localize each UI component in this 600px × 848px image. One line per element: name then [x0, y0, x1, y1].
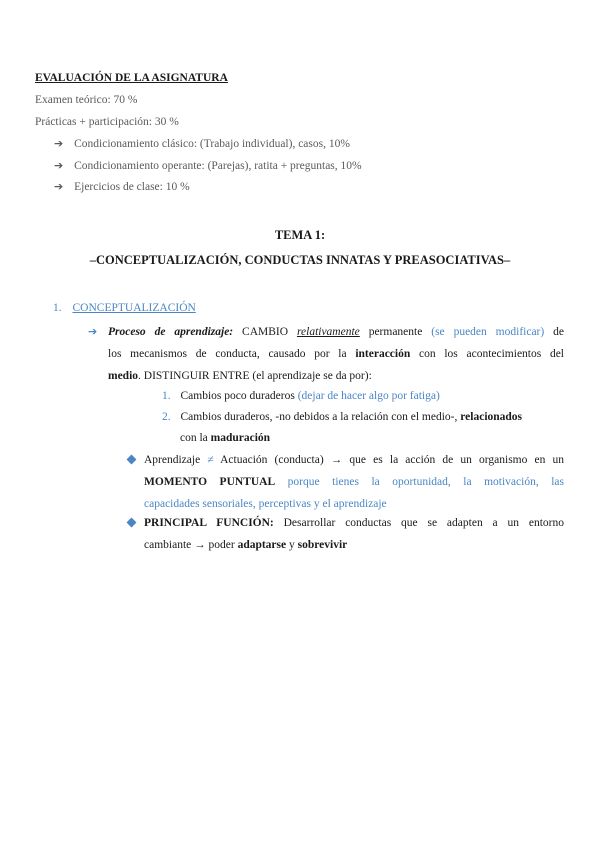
paragraph-line	[108, 325, 564, 339]
diamond-bullet-icon	[127, 455, 137, 465]
practice-weight: Prácticas + participación: 30 %	[35, 116, 179, 128]
paragraph-line	[144, 516, 564, 530]
paragraph-line	[144, 453, 564, 467]
text-run: Cambios duraderos, -no debidos a la relación con el medio-,	[180, 411, 461, 423]
emphasis-word: relativamente	[296, 326, 360, 338]
text-run: Desarrollar conductas que se adapten a un entorno	[273, 517, 564, 529]
note-text: porque tienes la oportunidad, la motivación, las	[275, 476, 565, 488]
text-run: con los acontecimientos del	[410, 348, 564, 360]
evaluation-item-text: Condicionamiento operante: (Parejas), ratita + preguntas, 10%	[74, 160, 362, 172]
topic-title: TEMA 1:	[274, 228, 326, 242]
bold-term: maduración	[210, 432, 271, 444]
section-heading	[53, 302, 196, 314]
paragraph-line	[144, 475, 564, 489]
text-run: Cambios poco duraderos	[180, 390, 298, 402]
arrow-icon: ➔	[54, 137, 64, 150]
bold-term: medio	[108, 370, 139, 382]
section-title: CONCEPTUALIZACIÓN	[72, 302, 196, 314]
sub-list-item-continuation	[180, 432, 270, 444]
bold-term: adaptarse	[237, 539, 287, 551]
paragraph-line	[144, 538, 347, 552]
section-number: 1.	[53, 302, 62, 314]
evaluation-list-item	[54, 180, 190, 193]
bold-term: MOMENTO PUNTUAL	[144, 476, 276, 488]
text-run: Aprendizaje	[144, 454, 208, 466]
text-run: Actuación (conducta) → que es la acción de un organismo en un	[213, 454, 564, 466]
note-text: capacidades sensoriales, perceptivas y el aprendizaje	[144, 498, 387, 510]
text-run: . DISTINGUIR ENTRE (el aprendizaje se da por):	[138, 370, 372, 382]
arrow-icon: ➔	[88, 325, 98, 338]
text-run: y	[286, 539, 298, 551]
term-label: Proceso de aprendizaje:	[108, 326, 234, 338]
evaluation-item-text: Ejercicios de clase: 10 %	[74, 181, 190, 193]
sub-list-item	[162, 390, 440, 402]
exam-weight: Examen teórico: 70 %	[35, 94, 138, 106]
topic-subtitle: –CONCEPTUALIZACIÓN, CONDUCTAS INNATAS Y PREASOCIATIVAS–	[89, 253, 511, 267]
bold-term: relacionados	[460, 411, 523, 423]
arrow-icon: ➔	[54, 159, 64, 172]
text-run: los mecanismos de conducta, causado por la	[108, 348, 356, 360]
list-number: 1.	[162, 390, 171, 402]
paragraph-line	[108, 347, 564, 361]
arrow-icon: ➔	[54, 180, 64, 193]
note-text: (dejar de hacer algo por fatiga)	[297, 390, 440, 402]
list-number: 2.	[162, 411, 171, 423]
text-run: permanente	[359, 326, 432, 338]
text-run: cambiante → poder	[144, 539, 238, 551]
not-equal-symbol: ≠	[207, 454, 214, 466]
evaluation-item-text: Condicionamiento clásico: (Trabajo individual), casos, 10%	[74, 138, 350, 150]
evaluation-list-item	[54, 159, 362, 172]
evaluation-heading: EVALUACIÓN DE LA ASIGNATURA	[35, 72, 228, 84]
sub-list-item	[162, 411, 522, 423]
diamond-bullet-icon	[127, 518, 137, 528]
bold-term: interacción	[355, 348, 411, 360]
paragraph-line	[108, 369, 372, 383]
text-run: de	[544, 326, 564, 338]
bold-term: sobrevivir	[297, 539, 348, 551]
text-run: CAMBIO	[233, 326, 297, 338]
text-run: con la	[180, 432, 211, 444]
bold-term: PRINCIPAL FUNCIÓN:	[144, 517, 274, 529]
evaluation-list-item	[54, 137, 350, 150]
note-text: (se pueden modificar)	[431, 326, 545, 338]
